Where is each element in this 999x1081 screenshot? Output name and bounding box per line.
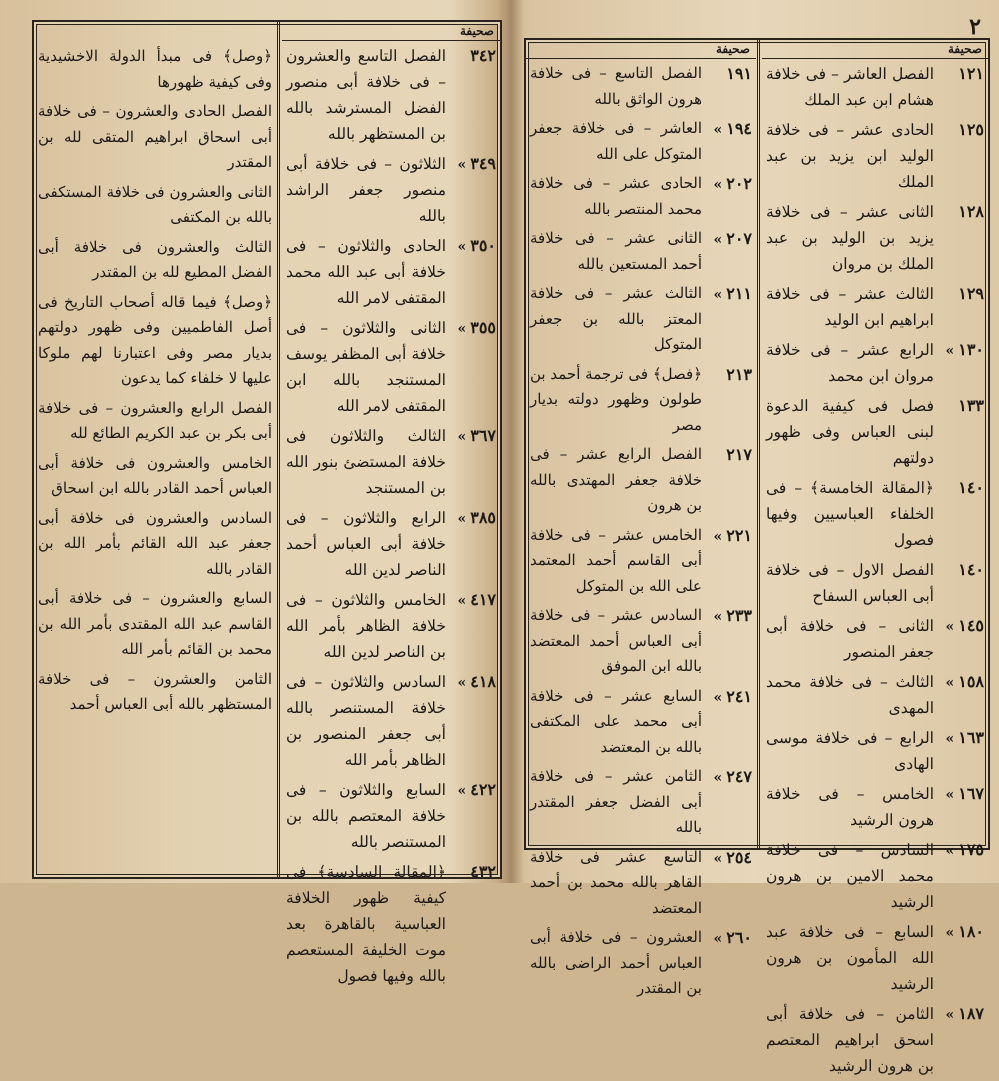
left-page xyxy=(0,0,503,985)
toc-entry xyxy=(526,762,756,843)
entry-title: السابع – فى خلافة عبد الله المأمون بن هرون الرشيد xyxy=(766,923,934,993)
entry-title: الحادى عشر – فى خلافة محمد المنتصر بالله xyxy=(530,174,702,218)
toc-entry xyxy=(282,585,500,667)
page-ref xyxy=(934,781,984,803)
page-number-ref: ٣٥٠ xyxy=(470,236,496,255)
page-ref xyxy=(446,777,496,799)
page-number-ref: ١٢١ xyxy=(958,64,984,83)
page-number-ref: ٢٥٤ xyxy=(726,847,752,867)
page-number-ref: ٣٤٢ xyxy=(470,46,496,65)
page-number-ref: ٢٠٧ xyxy=(726,229,752,248)
toc-entry xyxy=(762,335,988,391)
page-number-ref: ١٨٠ xyxy=(958,922,984,941)
left-page-frame xyxy=(32,20,502,985)
right-page xyxy=(518,0,999,1075)
entry-title: الفصل الحادى والعشرون – فى خلافة أبى اسحاق ابراهيم المتقى لله بن المقتدر xyxy=(38,102,272,171)
ditto-mark: » xyxy=(713,931,723,947)
toc-entry xyxy=(34,665,276,720)
column-header: صحيفة xyxy=(526,40,756,59)
toc-entry xyxy=(762,835,988,917)
ditto-mark: » xyxy=(945,675,955,691)
entry-title: السابع عشر – فى خلافة أبى محمد على المكتفى بالله بن المعتضد xyxy=(530,686,702,756)
entry-title: الثالث – فى خلافة محمد المهدى xyxy=(766,673,934,717)
entry-title: الفصل الرابع والعشرون – فى خلافة أبى بكر بن عبد الكريم الطائع لله xyxy=(38,398,272,442)
toc-entry xyxy=(762,115,988,197)
entry-title: الثامن والعشرون – فى خلافة المستظهر بالله أبى العباس أحمد xyxy=(38,669,272,713)
ditto-mark: » xyxy=(945,343,955,359)
entry-title: الرابع عشر – فى خلافة مروان ابن محمد xyxy=(766,341,934,385)
page-number-ref: ١٤٠ xyxy=(958,560,984,579)
page-number-ref: ٤١٨ xyxy=(470,672,496,691)
toc-entry xyxy=(34,42,276,97)
page-number-ref: ١٨٧ xyxy=(958,1004,984,1023)
toc-entry xyxy=(282,421,500,503)
toc-entry xyxy=(34,288,276,394)
entry-title: الخامس والثلاثون – فى خلافة الظاهر بأمر الله بن الناصر لدين الله xyxy=(286,591,446,661)
ditto-mark: » xyxy=(945,925,955,941)
page-ref xyxy=(702,925,752,947)
page-number-ref: ١٧٥ xyxy=(958,840,984,859)
page-ref xyxy=(934,337,984,359)
left-column-b xyxy=(34,22,276,877)
page-number-ref: ١٢٨ xyxy=(958,202,984,221)
right-page-frame xyxy=(524,38,990,1075)
toc-entry xyxy=(762,197,988,279)
toc-entry xyxy=(282,503,500,585)
page-ref xyxy=(446,669,496,691)
page-ref xyxy=(702,171,752,193)
ditto-mark: » xyxy=(457,675,467,691)
toc-entry xyxy=(526,360,756,441)
page-ref xyxy=(934,281,984,303)
toc-entry xyxy=(282,231,500,313)
toc-entry xyxy=(762,473,988,555)
toc-entry xyxy=(526,923,756,1004)
entry-title: الثانى عشر – فى خلافة يزيد بن الوليد بن عبد الملك بن مروان xyxy=(766,203,934,273)
right-column-b xyxy=(526,40,756,997)
entry-title: الثالث عشر – فى خلافة ابراهيم ابن الوليد xyxy=(766,285,934,329)
ditto-mark: » xyxy=(713,122,723,138)
page-ref xyxy=(702,226,752,248)
entry-list xyxy=(282,41,500,991)
toc-entry xyxy=(762,667,988,723)
page-number-ref: ١٤٥ xyxy=(958,616,984,635)
toc-entry xyxy=(282,775,500,857)
toc-entry xyxy=(34,504,276,585)
page-ref xyxy=(702,442,752,464)
toc-entry xyxy=(34,233,276,288)
page-ref xyxy=(934,613,984,635)
toc-entry xyxy=(762,917,988,999)
entry-title: الفصل التاسع والعشرون – فى خلافة أبى منصور الفضل المسترشد بالله بن المستظهر بالله xyxy=(286,47,446,143)
toc-entry xyxy=(762,999,988,1081)
page-ref xyxy=(934,61,984,83)
page-ref xyxy=(934,669,984,691)
page-number-ref: ١٦٣ xyxy=(958,728,984,747)
toc-entry xyxy=(34,449,276,504)
entry-title: السادس عشر – فى خلافة أبى العباس أحمد المعتضد بالله ابن الموفق xyxy=(530,606,702,675)
page-ref xyxy=(934,725,984,747)
page-number-ref: ٢٠٢ xyxy=(726,174,752,193)
entry-list xyxy=(34,22,276,720)
left-column-a xyxy=(282,22,500,985)
toc-entry xyxy=(34,394,276,449)
ditto-mark: » xyxy=(457,321,467,337)
page-number-ref: ٣٥٥ xyxy=(470,318,496,337)
page-ref xyxy=(702,61,752,83)
ditto-mark: » xyxy=(713,609,723,625)
toc-entry xyxy=(526,440,756,521)
entry-list xyxy=(526,59,756,1004)
page-ref xyxy=(702,603,752,625)
page-number: ٢ xyxy=(969,14,981,40)
entry-title: العشرون – فى خلافة أبى العباس أحمد الراضى بالله بن المقتدر xyxy=(530,928,702,997)
entry-title: الثامن عشر – فى خلافة أبى الفضل جعفر المقتدر بالله xyxy=(530,767,702,836)
page-ref xyxy=(446,505,496,527)
entry-title: الخامس عشر – فى خلافة أبى القاسم أحمد المعتمد على الله بن المتوكل xyxy=(530,525,702,595)
entry-title: ﴿المقالة الخامسة﴾ – فى الخلفاء العباسيين وفيها فصول xyxy=(766,479,934,549)
entry-title: العاشر – فى خلافة جعفر المتوكل على الله xyxy=(530,119,702,163)
page-number-ref: ٤٣٢ xyxy=(470,862,496,881)
entry-title: الثالث والعشرون فى خلافة أبى الفضل المطيع لله بن المقتدر xyxy=(38,237,272,281)
toc-entry xyxy=(526,169,756,224)
page-ref xyxy=(934,393,984,415)
ditto-mark: » xyxy=(457,239,467,255)
toc-entry xyxy=(282,41,500,149)
page-ref xyxy=(702,523,752,545)
ditto-mark: » xyxy=(713,770,723,786)
ditto-mark: » xyxy=(945,731,955,747)
entry-title: الرابع والثلاثون – فى خلافة أبى العباس أحمد الناصر لدين الله xyxy=(286,509,446,579)
ditto-mark: » xyxy=(457,783,467,799)
toc-entry xyxy=(282,667,500,775)
page-number-ref: ١٥٨ xyxy=(958,672,984,691)
ditto-mark: » xyxy=(713,528,723,545)
entry-title: الفصل العاشر – فى خلافة هشام ابن عبد الملك xyxy=(766,65,934,109)
ditto-mark: » xyxy=(457,511,467,527)
column-header: صحيفة xyxy=(762,40,988,59)
page-number-ref: ٢٣٣ xyxy=(726,606,752,625)
page-ref xyxy=(446,315,496,337)
page-number-ref: ٢١١ xyxy=(726,284,752,303)
page-ref xyxy=(702,116,752,138)
page-number-ref: ٢٦٠ xyxy=(726,928,752,947)
entry-title: السادس والعشرون فى خلافة أبى جعفر عبد الله القائم بأمر الله بن القادر بالله xyxy=(38,508,272,578)
page-ref xyxy=(702,684,752,706)
toc-entry xyxy=(526,59,756,114)
page-ref xyxy=(446,587,496,609)
page-number-ref: ٤١٧ xyxy=(470,590,496,609)
ditto-mark: » xyxy=(945,619,955,635)
entry-title: ﴿وصل﴾ فيما قاله أصحاب التاريخ فى أصل الفاطميين وفى ظهور دولتهم بديار مصر وفى اعتبارنا لهم ملوكا عليها لا خلفاء كما يدعون xyxy=(38,292,272,387)
ditto-mark: » xyxy=(457,429,467,445)
column-header: صحيفة xyxy=(282,22,500,41)
page-ref xyxy=(702,764,752,786)
entry-title: ﴿فصل﴾ فى ترجمة أحمد بن طولون وظهور دولته بديار مصر xyxy=(530,364,702,434)
toc-entry xyxy=(34,584,276,665)
page-ref xyxy=(934,1001,984,1023)
right-column-a xyxy=(762,40,988,1075)
page-ref xyxy=(934,117,984,139)
page-ref xyxy=(702,281,752,303)
toc-entry xyxy=(526,224,756,279)
entry-title: السابع والثلاثون – فى خلافة المعتصم بالله بن المستنصر بالله xyxy=(286,781,446,851)
page-number-ref: ٢١٣ xyxy=(726,364,752,384)
toc-entry xyxy=(526,279,756,360)
toc-entry xyxy=(34,178,276,233)
entry-title: الثانى والعشرون فى خلافة المستكفى بالله بن المكتفى xyxy=(38,182,272,226)
page-number-ref: ٢٢١ xyxy=(726,525,752,545)
column-divider xyxy=(757,40,760,848)
ditto-mark: » xyxy=(713,232,723,248)
ditto-mark: » xyxy=(457,157,467,173)
toc-entry xyxy=(34,97,276,178)
entry-title: الفصل الاول – فى خلافة أبى العباس السفاح xyxy=(766,561,934,605)
entry-title: الثالث والثلاثون فى خلافة المستضئ بنور الله بن المستنجد xyxy=(286,427,446,497)
page-number-ref: ٢١٧ xyxy=(726,445,752,464)
toc-entry xyxy=(526,521,756,602)
entry-title: الثانى عشر – فى خلافة أحمد المستعين بالله xyxy=(530,229,702,273)
ditto-mark: » xyxy=(457,593,467,609)
page-number-ref: ١٣٣ xyxy=(958,396,984,415)
page-number-ref: ٣٨٥ xyxy=(470,508,496,527)
page-number-ref: ٢٤١ xyxy=(726,686,752,706)
toc-entry xyxy=(526,114,756,169)
page-number-ref: ١٢٥ xyxy=(958,120,984,139)
toc-entry xyxy=(762,555,988,611)
page-number-ref: ٣٤٩ xyxy=(470,154,496,173)
entry-list xyxy=(762,59,988,1081)
ditto-mark: » xyxy=(945,787,955,803)
entry-title: الحادى عشر – فى خلافة الوليد ابن يزيد بن عبد الملك xyxy=(766,121,934,191)
entry-title: الثالث عشر – فى خلافة المعتز بالله بن جعفر المتوكل xyxy=(530,284,702,353)
page-ref xyxy=(446,423,496,445)
ditto-mark: » xyxy=(945,1007,955,1023)
entry-title: الثانى والثلاثون – فى خلافة أبى المظفر يوسف المستنجد بالله ابن المقتفى لامر الله xyxy=(286,319,446,415)
toc-entry xyxy=(762,279,988,335)
ditto-mark: » xyxy=(713,287,723,303)
toc-entry xyxy=(526,601,756,682)
page-ref xyxy=(446,151,496,173)
page-ref xyxy=(446,43,496,65)
ditto-mark: » xyxy=(713,689,723,706)
page-ref xyxy=(446,859,496,881)
ditto-mark: » xyxy=(713,177,723,193)
ditto-mark: » xyxy=(945,843,955,859)
page-ref xyxy=(934,837,984,859)
page-number-ref: ٤٢٢ xyxy=(470,780,496,799)
toc-entry xyxy=(762,391,988,473)
entry-title: الثامن – فى خلافة أبى اسحق ابراهيم المعتصم بن هرون الرشيد xyxy=(766,1005,934,1075)
entry-title: الفصل التاسع – فى خلافة هرون الواثق بالله xyxy=(530,64,702,108)
page-ref xyxy=(934,199,984,221)
page-number-ref: ٢٤٧ xyxy=(726,767,752,786)
page-number-ref: ١٣٠ xyxy=(958,340,984,359)
toc-entry xyxy=(762,779,988,835)
page-ref xyxy=(446,233,496,255)
ditto-mark: » xyxy=(713,850,723,867)
entry-title: الخامس – فى خلافة هرون الرشيد xyxy=(766,785,934,829)
page-number-ref: ١٢٩ xyxy=(958,284,984,303)
entry-title: فصل فى كيفية الدعوة لبنى العباس وفى ظهور دولتهم xyxy=(766,397,934,467)
entry-title: ﴿وصل﴾ فى مبدأ الدولة الاخشيدية وفى كيفية ظهورها xyxy=(38,47,272,91)
entry-title: السادس والثلاثون – فى خلافة المستنصر بالله أبى جعفر المنصور بن الظاهر بأمر الله xyxy=(286,673,446,769)
page-ref xyxy=(702,362,752,384)
page-number-ref: ١٩٤ xyxy=(726,119,752,138)
page-number-ref: ١٩١ xyxy=(726,64,752,83)
entry-title: التاسع عشر فى خلافة القاهر بالله محمد بن أحمد المعتضد xyxy=(530,847,702,917)
page-number-ref: ١٤٠ xyxy=(958,478,984,497)
page-ref xyxy=(934,919,984,941)
toc-entry xyxy=(526,682,756,763)
entry-title: الثلاثون – فى خلافة أبى منصور جعفر الراشد بالله xyxy=(286,155,446,225)
entry-title: السادس – فى خلافة محمد الامين بن هرون الرشيد xyxy=(766,841,934,911)
toc-entry xyxy=(762,611,988,667)
entry-title: الثانى – فى خلافة أبى جعفر المنصور xyxy=(766,617,934,661)
entry-title: السابع والعشرون – فى خلافة أبى القاسم عبد الله المقتدى بأمر الله بن محمد بن القائم بأمر الله xyxy=(38,589,272,658)
page-ref xyxy=(934,557,984,579)
toc-entry xyxy=(282,149,500,231)
entry-title: الخامس والعشرون فى خلافة أبى العباس أحمد القادر بالله ابن اسحاق xyxy=(38,453,272,497)
entry-title: الفصل الرابع عشر – فى خلافة جعفر المهتدى بالله بن هرون xyxy=(530,445,702,514)
page-ref xyxy=(934,475,984,497)
page-number-ref: ١٦٧ xyxy=(958,784,984,803)
entry-title: الرابع – فى خلافة موسى الهادى xyxy=(766,729,934,773)
page-number-ref: ٣٦٧ xyxy=(470,426,496,445)
toc-entry xyxy=(762,723,988,779)
column-divider xyxy=(277,22,280,877)
entry-title: الحادى والثلاثون – فى خلافة أبى عبد الله محمد المقتفى لامر الله xyxy=(286,237,446,307)
entry-title: ﴿المقالة السادسة﴾ فى كيفية ظهور الخلافة العباسية بالقاهرة بعد موت الخليفة المستعصم بالله وفيها فصول xyxy=(286,863,446,985)
toc-entry xyxy=(762,59,988,115)
toc-entry xyxy=(282,313,500,421)
page-ref xyxy=(702,845,752,867)
toc-entry xyxy=(282,857,500,991)
